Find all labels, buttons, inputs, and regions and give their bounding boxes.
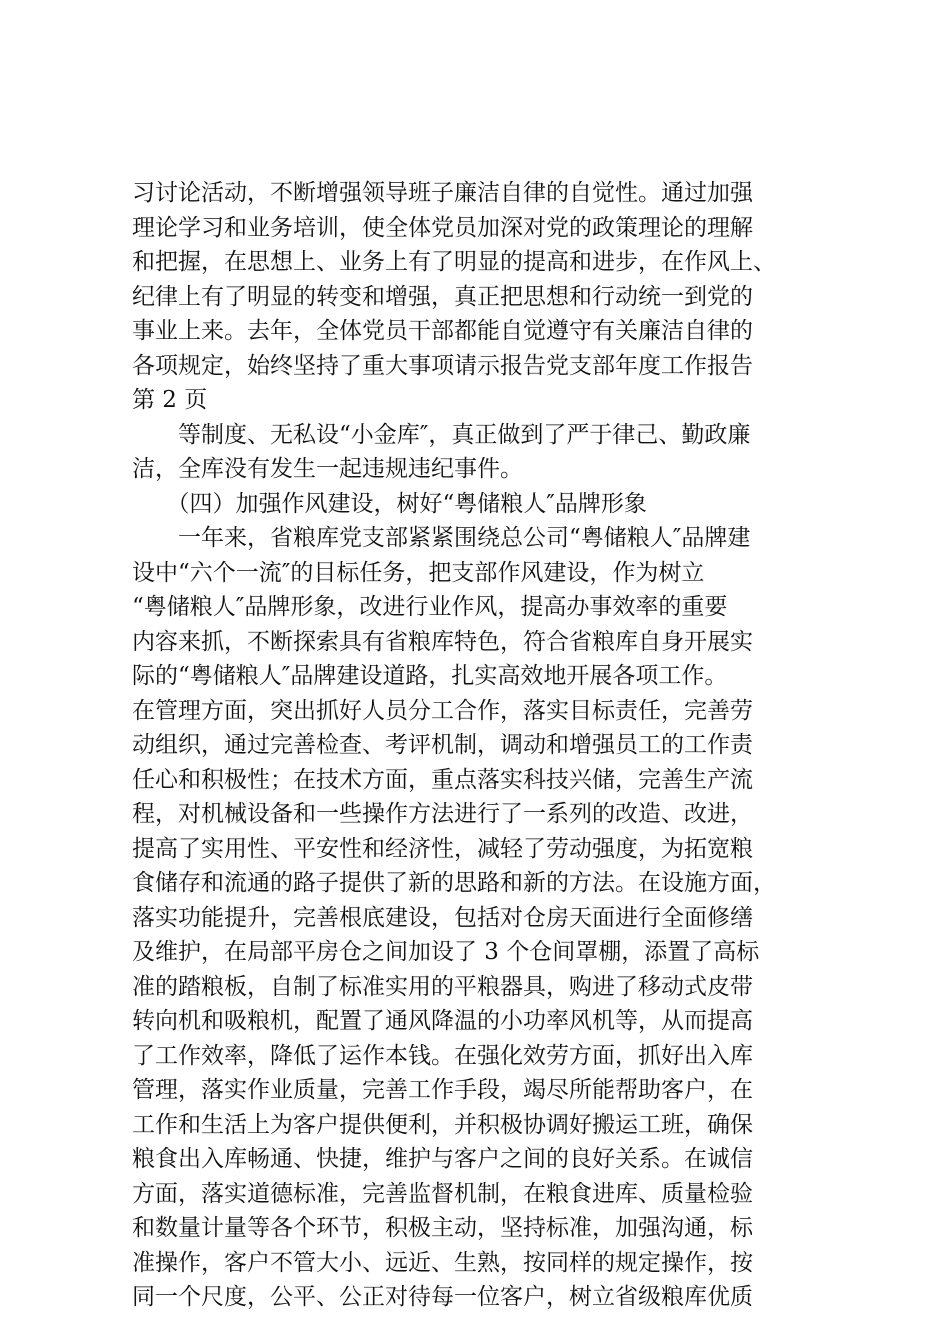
body-line: 理论学习和业务培训，使全体党员加深对党的政策理论的理解	[132, 214, 753, 241]
body-line: 准操作，客户不管大小、远近、生熟，按同样的规定操作，按	[132, 1249, 753, 1276]
page-number-marker: 第 2 页	[132, 387, 208, 413]
body-line: 食储存和流通的路子提供了新的思路和新的方法。在设施方面，	[132, 870, 776, 896]
body-line: 际的“粤储粮人″品牌建设道路，扎实高效地开展各项工作。	[132, 663, 728, 689]
body-line: 事业上来。去年，全体党员干部都能自觉遵守有关廉洁自律的	[132, 318, 753, 344]
body-line: 程，对机械设备和一些操作方法进行了一系列的改造、改进，	[132, 801, 753, 827]
body-line: 方面，落实道德标准，完善监督机制，在粮食进库、质量检验	[132, 1180, 753, 1207]
body-line: 动组织，通过完善检查、考评机制，调动和增强员工的工作责	[132, 732, 753, 758]
body-line: 管理，落实作业质量，完善工作手段，竭尽所能帮助客户，在	[132, 1077, 753, 1103]
body-line: “粤储粮人″品牌形象，改进行业作风，提高办事效率的重要	[132, 594, 728, 620]
body-line: 了工作效率，降低了运作本钱。在强化效劳方面，抓好出入库	[132, 1042, 753, 1069]
body-line: 洁，全库没有发生一起违规违纪事件。	[132, 456, 523, 482]
body-line: 及维护，在局部平房仓之间加设了 3 个仓间罩棚，添置了高标	[132, 939, 760, 965]
body-line: 任心和积极性；在技术方面，重点落实科技兴储，完善生产流	[132, 766, 753, 793]
body-line: 落实功能提升，完善根底建设，包括对仓房天面进行全面修缮	[132, 904, 753, 931]
body-line: 设中“六个一流″的目标任务，把支部作风建设，作为树立	[132, 559, 705, 586]
body-line: 内容来抓，不断探索具有省粮库特色，符合省粮库自身开展实	[132, 628, 753, 655]
body-line: 纪律上有了明显的转变和增强，真正把思想和行动统一到党的	[132, 283, 753, 310]
body-line: 一年来，省粮库党支部紧紧围绕总公司“粤储粮人″品牌建	[132, 525, 751, 551]
body-line: 提高了实用性、平安性和经济性，减轻了劳动强度，为拓宽粮	[132, 835, 753, 862]
body-line: 准的踏粮板，自制了标准实用的平粮器具，购进了移动式皮带	[132, 973, 753, 1000]
body-line: 和数量计量等各个环节，积极主动，坚持标准，加强沟通，标	[132, 1215, 753, 1241]
body-line: 等制度、无私设“小金库″，真正做到了严于律己、勤政廉	[132, 421, 751, 448]
body-line: 和把握，在思想上、业务上有了明显的提高和进步，在作风上、	[132, 249, 776, 275]
body-line: 在管理方面，突出抓好人员分工合作，落实目标责任，完善劳	[132, 697, 753, 724]
body-line: 转向机和吸粮机，配置了通风降温的小功率风机等，从而提高	[132, 1008, 753, 1034]
section-heading: （四）加强作风建设，树好“粤储粮人″品牌形象	[132, 490, 647, 517]
body-line: 习讨论活动，不断增强领导班子廉洁自律的自觉性。通过加强	[132, 180, 753, 206]
body-line: 工作和生活上为客户提供便利，并积极协调好搬运工班，确保	[132, 1111, 753, 1138]
body-line: 同一个尺度，公平、公正对待每一位客户，树立省级粮库优质	[132, 1284, 753, 1310]
document-body	[132, 176, 842, 1315]
body-line: 粮食出入库畅通、快捷，维护与客户之间的良好关系。在诚信	[132, 1146, 753, 1172]
body-line: 各项规定，始终坚持了重大事项请示报告党支部年度工作报告	[132, 352, 753, 379]
